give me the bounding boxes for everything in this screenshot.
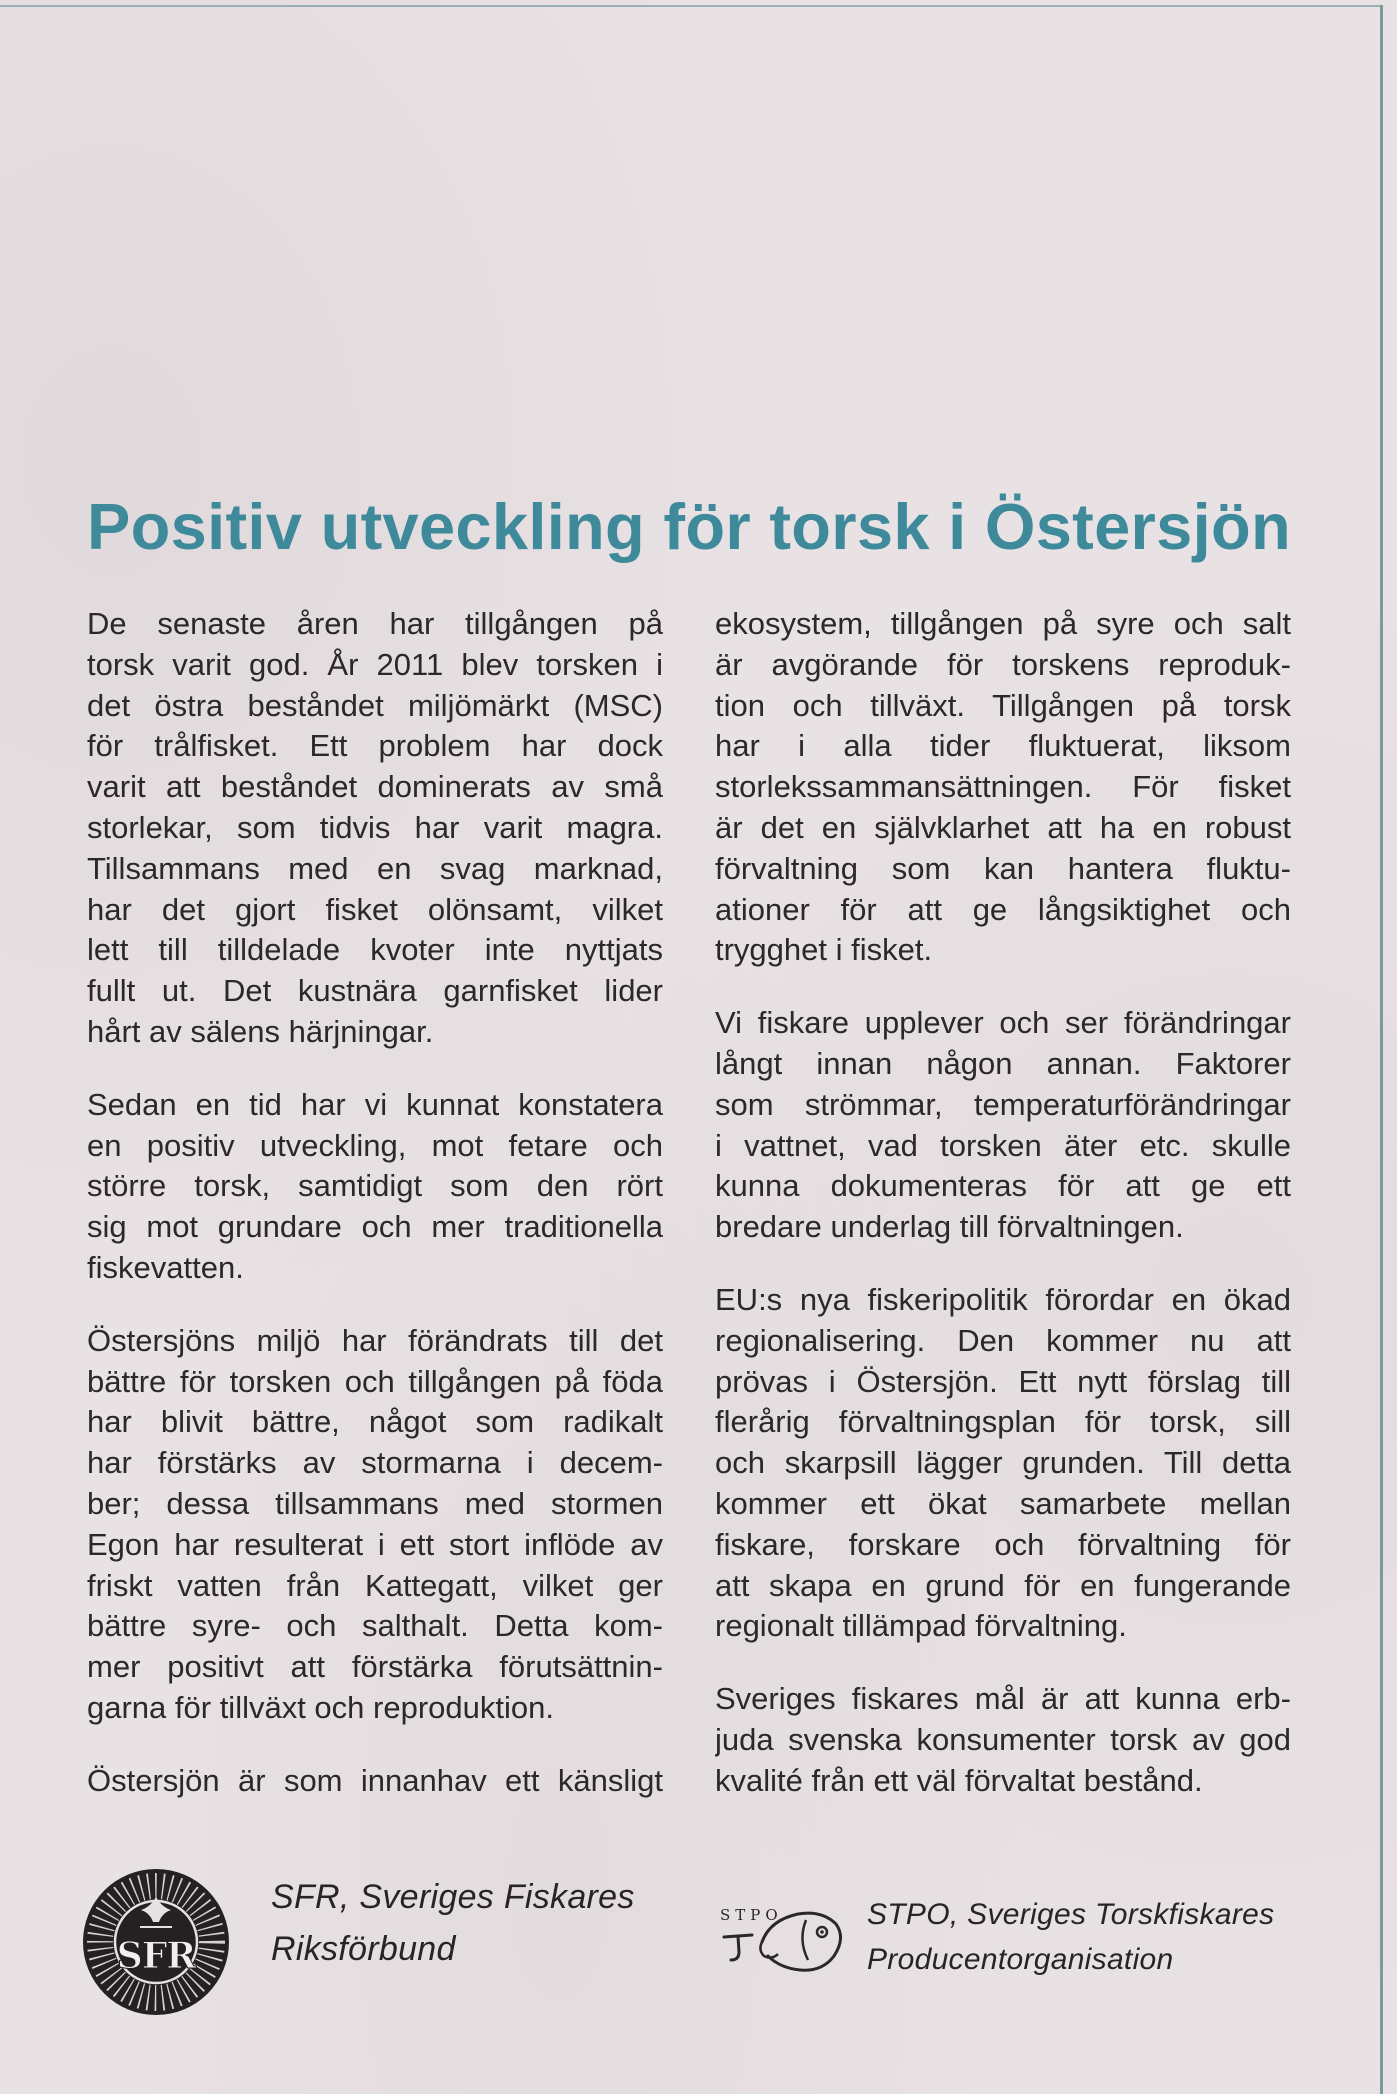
text-line: juda svenska konsumenter torsk av god	[715, 1721, 1291, 1757]
text-line: prövas i Östersjön. Ett nytt förslag till	[715, 1363, 1291, 1399]
text-line: ationer för att ge långsiktighet och	[715, 891, 1291, 927]
stpo-name-line-1: STPO, Sveriges Torskfiskares	[867, 1898, 1275, 1931]
text-line: mer positivt att förstärka förutsättnin-	[87, 1649, 663, 1685]
text-line: De senaste åren har tillgången på	[87, 606, 663, 641]
text-line: bredare underlag till förvaltningen.	[715, 1209, 1184, 1245]
text-line: kvalité från ett väl förvaltat bestånd.	[715, 1762, 1203, 1798]
text-line: storlekssammansättningen. För fisket	[715, 769, 1291, 805]
paragraph	[87, 1085, 663, 1289]
text-line: Östersjön är som innanhav ett känsligt	[87, 1762, 663, 1798]
article-title: Positiv utveckling för torsk i Östersjön	[87, 490, 1291, 563]
text-line: flerårig förvaltningsplan för torsk, sill	[715, 1404, 1291, 1440]
text-line: har blivit bättre, något som radikalt	[87, 1404, 663, 1440]
paragraph	[87, 604, 663, 1053]
text-line: Vi fiskare upplever och ser förändringar	[715, 1005, 1291, 1041]
text-line: trygghet i fisket.	[715, 932, 933, 968]
text-line: Östersjöns miljö har förändrats till det	[87, 1322, 663, 1358]
text-line: är det en självklarhet att ha en robust	[715, 809, 1291, 845]
text-line: lett till tilldelade kvoter inte nyttjats	[87, 932, 663, 968]
sfr-name-line-1: SFR, Sveriges Fiskares	[271, 1878, 635, 1916]
text-line: kunna dokumenteras för att ge ett	[715, 1168, 1291, 1204]
sfr-logo-lettering: SFR	[116, 1935, 196, 1977]
text-line: ekosystem, tillgången på syre och salt	[715, 606, 1291, 641]
text-line: sig mot grundare och mer traditionella	[87, 1209, 663, 1245]
text-line: torsk varit god. År 2011 blev torsken i	[87, 646, 663, 682]
text-column-left	[87, 604, 663, 1834]
text-line: för trålfisket. Ett problem har dock	[87, 728, 663, 764]
text-line: fiskare, forskare och förvaltning för	[715, 1526, 1291, 1562]
text-line: som strömmar, temperaturförändringar	[715, 1086, 1291, 1122]
text-line: har i alla tider fluktuerat, liksom	[715, 728, 1291, 764]
stpo-logo-lettering: STPO	[720, 1906, 783, 1924]
sfr-name-line-2: Riksförbund	[271, 1930, 456, 1968]
text-line: långt innan någon annan. Faktorer	[715, 1045, 1291, 1081]
frame-top-rule	[0, 5, 1383, 7]
paragraph	[715, 1280, 1291, 1647]
sfr-signature	[271, 1871, 635, 1975]
text-line: är avgörande för torskens reproduk-	[715, 646, 1291, 682]
text-line: Tillsammans med en svag marknad,	[87, 850, 663, 886]
text-line: kommer ett ökat samarbete mellan	[715, 1485, 1291, 1521]
frame-right-rule	[1380, 5, 1383, 2094]
text-line: i vattnet, vad torsken äter etc. skulle	[715, 1127, 1291, 1163]
text-line: har det gjort fisket olönsamt, vilket	[87, 891, 663, 927]
text-line: fiskevatten.	[87, 1249, 244, 1285]
text-line: större torsk, samtidigt som den rört	[87, 1168, 663, 1204]
text-line: och skarpsill lägger grunden. Till detta	[715, 1445, 1291, 1481]
paragraph	[87, 1761, 663, 1802]
sfr-emblem-icon	[81, 1867, 231, 2017]
paragraph	[87, 1321, 663, 1729]
text-line: garna för tillväxt och reproduktion.	[87, 1689, 554, 1725]
paragraph	[715, 604, 1291, 971]
stpo-signature	[867, 1892, 1274, 1982]
stpo-fish-icon	[718, 1890, 848, 1982]
paragraph	[715, 1679, 1291, 1801]
text-line: bättre för torsken och tillgången på föda	[87, 1363, 663, 1399]
text-line: hårt av sälens härjningar.	[87, 1013, 434, 1049]
text-line: att skapa en grund för en fungerande	[715, 1567, 1291, 1603]
text-line: regionalisering. Den kommer nu att	[715, 1322, 1291, 1358]
text-line: Egon har resulterat i ett stort inflöde av	[87, 1526, 663, 1562]
text-line: bättre syre- och salthalt. Detta kom-	[87, 1608, 663, 1644]
text-line: Sveriges fiskares mål är att kunna erb-	[715, 1681, 1291, 1717]
text-line: varit att beståndet dominerats av små	[87, 769, 663, 805]
paragraph	[715, 1003, 1291, 1248]
text-line: det östra beståndet miljömärkt (MSC)	[87, 687, 663, 723]
text-line: fullt ut. Det kustnära garnfisket lider	[87, 973, 663, 1009]
text-line: ber; dessa tillsammans med stormen	[87, 1485, 663, 1521]
text-column-right	[715, 604, 1291, 1834]
text-line: Sedan en tid har vi kunnat konstatera	[87, 1086, 663, 1122]
text-line: storlekar, som tidvis har varit magra.	[87, 809, 663, 845]
text-line: förvaltning som kan hantera fluktu-	[715, 850, 1291, 886]
stpo-name-line-2: Producentorganisation	[867, 1943, 1174, 1976]
text-line: regionalt tillämpad förvaltning.	[715, 1608, 1127, 1644]
text-line: EU:s nya fiskeripolitik förordar en ökad	[715, 1281, 1291, 1317]
text-line: friskt vatten från Kattegatt, vilket ger	[87, 1567, 663, 1603]
text-line: en positiv utveckling, mot fetare och	[87, 1127, 663, 1163]
text-line: har förstärks av stormarna i decem-	[87, 1445, 663, 1481]
text-line: tion och tillväxt. Tillgången på torsk	[715, 687, 1291, 723]
